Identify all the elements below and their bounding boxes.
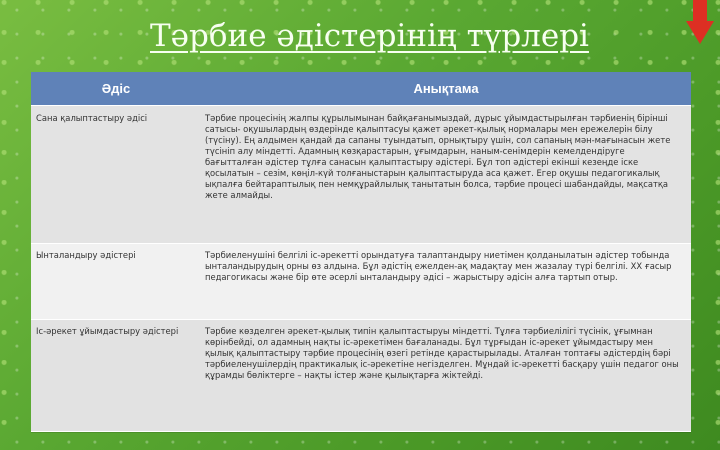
method-cell: Сана қалыптастыру әдісі	[31, 106, 201, 244]
method-cell: Ынталандыру әдістері	[31, 244, 201, 319]
methods-table-container	[31, 72, 691, 432]
method-column-header: Әдіс	[31, 72, 201, 106]
header-row	[31, 72, 691, 106]
definition-cell: Тәрбие процесінің жалпы құрылымынан байқағанымыздай, дұрыс ұйымдастырылған тәрбиенің бірінші сатысы- оқушылардың өздерінде қалыптасуы қажет әрекет-қылық нормалары мен ережелерін білу (түсіну). Ең алдымен қандай да сапаны туындатып, орнықтыру үшін, сол сапаның мән-мағынасын жете түсініп алу міндетті. Адамның көзқарастарын, ұғымдарын, наным-сенімдерін кемелдендіруге бағытталған әдістер тұлға санасын қалыптастыру әдістері. Бұл топ әдістері екінші кезеңде іске қосылатын – сезім, көңіл-күй толғаныстарын қалыптастыруда аса қажет. Егер оқушы педагогикалық ықпалға бейтараптылық пен немқұрайлылық танытатын болса, тәрбие процесі шабандайды, мақсатқа жете алмайды.	[201, 106, 691, 244]
definition-cell: Тәрбиеленушіні белгілі іс-әрекетті орындатуға талаптандыру ниетімен қолданылатын әдістер тобында ынталандырудың орны өз алдына. Бұл әдістің ежелден-ақ мадақтау мен жазалау түрі белгілі. ХХ ғасыр педагогикасы және бір өте әсерлі ынталандыру әдісі – жарыстыру әдісін алға тартып отыр.	[201, 244, 691, 319]
methods-table	[31, 72, 691, 432]
down-arrow-icon	[686, 0, 714, 46]
table-row	[31, 319, 691, 431]
method-cell: Іс-әрекет ұйымдастыру әдістері	[31, 319, 201, 431]
table-row	[31, 106, 691, 244]
table-body	[31, 106, 691, 432]
definition-column-header: Анықтама	[201, 72, 691, 106]
slide-title: Тәрбие әдістерінің түрлері	[150, 18, 589, 54]
definition-cell: Тәрбие көзделген әрекет-қылық типін қалыптастыруы міндетті. Тұлға тәрбиелілігі түсінік, ұғымнан көрінбейді, ол адамның нақты іс-әрекетімен бағаланады. Бұл тұрғыдан іс-әрекет ұйымдастыру мен қылық қалыптастыру тәрбие процесінің өзегі ретінде қарастырылады. Аталған топтағы әдістердің бәрі тәрбиеленушілердің практикалық іс-әрекетіне негізделген. Мұндай іс-әрекетті басқару үшін педагог оны құрамды бөліктерге – нақты істер және қылықтарға жіктейді.	[201, 319, 691, 431]
table-header	[31, 72, 691, 106]
table-row	[31, 244, 691, 319]
